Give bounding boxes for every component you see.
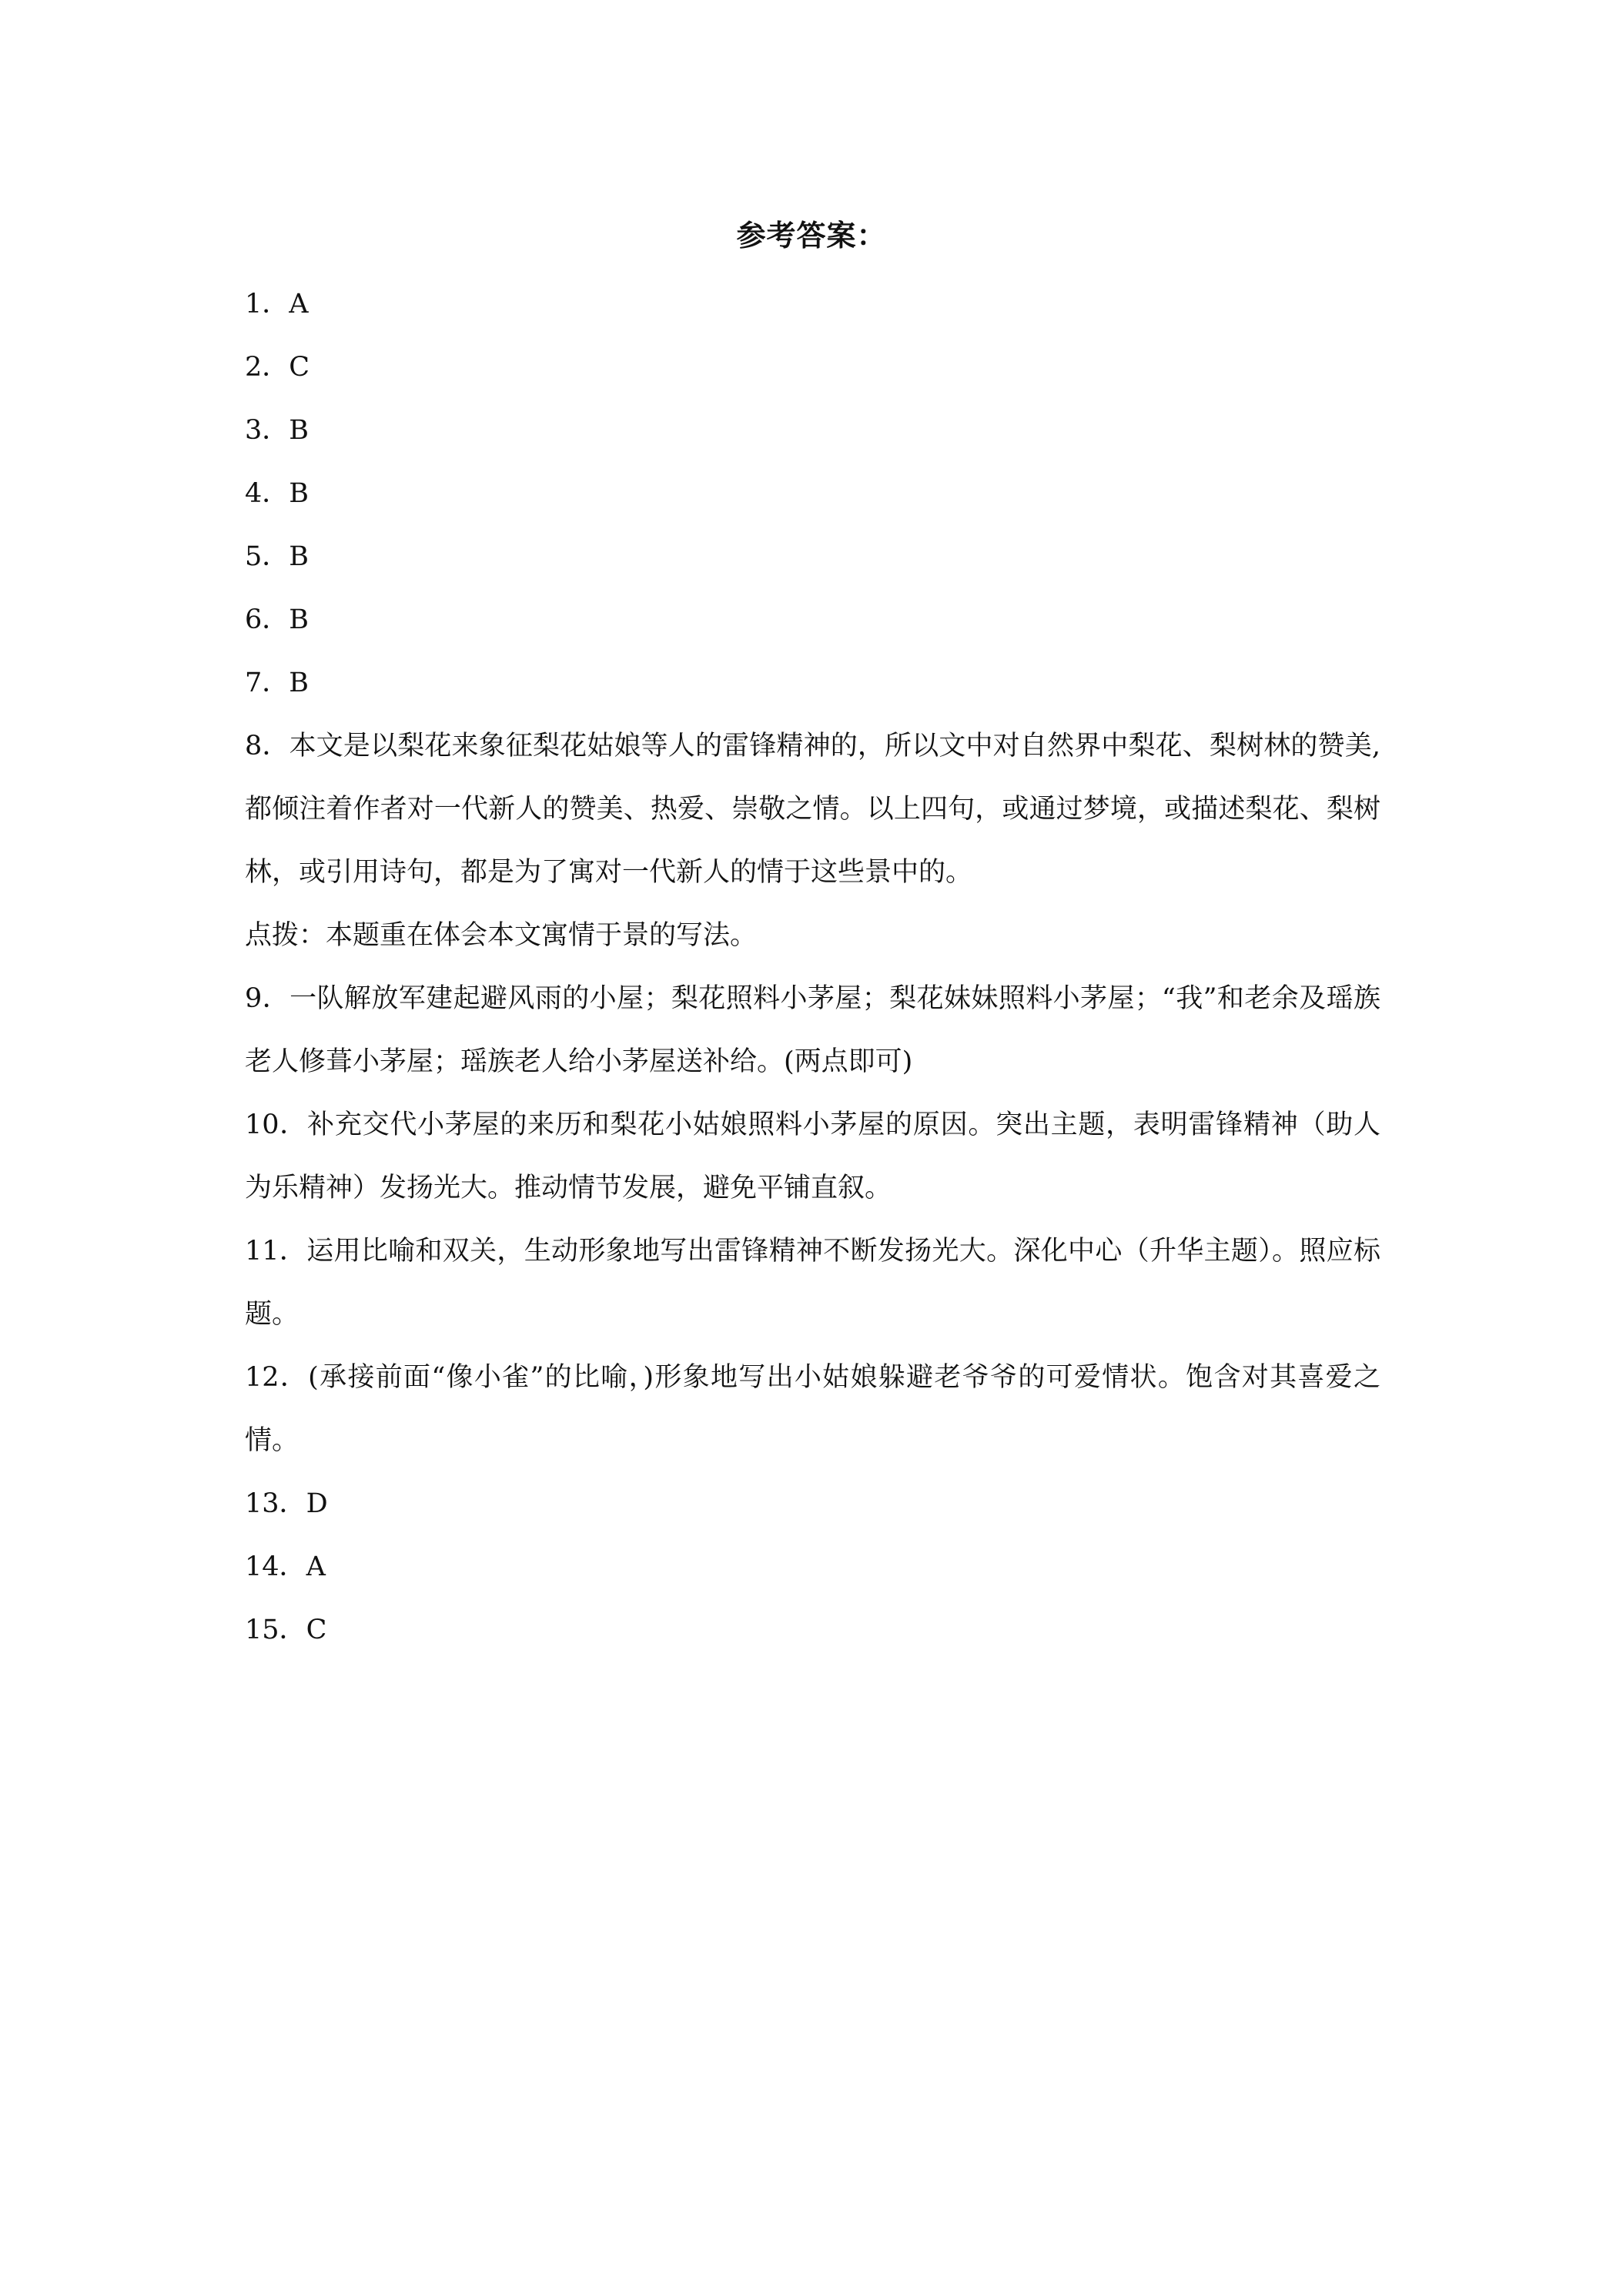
answer-text: B <box>289 415 310 446</box>
answer-item-2 <box>245 336 1380 399</box>
answer-number: 5 <box>245 541 263 572</box>
page-title: 参考答案： <box>736 218 887 253</box>
answer-number: 9 <box>245 983 263 1014</box>
answer-number: 1 <box>245 289 263 320</box>
answer-separator: ． <box>262 604 289 635</box>
answer-text: C <box>306 1615 327 1645</box>
answer-text: B <box>289 668 310 698</box>
answer-separator: ． <box>279 1551 306 1582</box>
answer-list <box>245 273 1380 1662</box>
answer-text: 补充交代小茅屋的来历和梨花小姑娘照料小茅屋的原因。突出主题，表明雷锋精神（助人为乐精神）发扬光大。推动情节发展，避免平铺直叙。 <box>245 1110 1380 1203</box>
answer-separator: ． <box>279 1362 309 1393</box>
answer-number: 4 <box>245 478 263 509</box>
answer-separator: ． <box>262 541 289 572</box>
answer-separator: ． <box>279 1615 306 1645</box>
answer-text: 一队解放军建起避风雨的小屋；梨花照料小茅屋；梨花妹妹照料小茅屋；“我”和老余及瑶族老人修葺小茅屋；瑶族老人给小茅屋送补给。(两点即可) <box>245 983 1380 1077</box>
answer-number: 7 <box>245 668 263 698</box>
answer-text: 运用比喻和双关，生动形象地写出雷锋精神不断发扬光大。深化中心（升华主题）。照应标题。 <box>245 1236 1380 1330</box>
answer-text: A <box>289 289 309 320</box>
answer-number: 8 <box>245 731 263 761</box>
answer-text: 本文是以梨花来象征梨花姑娘等人的雷锋精神的，所以文中对自然界中梨花、梨树林的赞美,都倾注着作者对一代新人的赞美、热爱、崇敬之情。以上四句，或通过梦境，或描述梨花、梨树林，或引用诗句，都是为了寓对一代新人的情于这些景中的。 <box>245 731 1380 888</box>
answer-separator: ． <box>262 983 290 1014</box>
answer-item-7 <box>245 651 1380 715</box>
answer-item-3 <box>245 399 1380 462</box>
answer-separator: ． <box>279 1488 306 1519</box>
answer-text: A <box>306 1551 326 1582</box>
answer-text: B <box>289 478 310 509</box>
answer-separator: ． <box>262 352 289 383</box>
answer-separator: ． <box>262 415 289 446</box>
answer-number: 12 <box>245 1362 279 1393</box>
answer-text: C <box>289 352 310 383</box>
answer-separator: ． <box>279 1110 308 1140</box>
answer-separator: ． <box>262 478 289 509</box>
answer-item-8 <box>245 715 1380 904</box>
answer-item-4 <box>245 462 1380 525</box>
answer-note-text: 点拨：本题重在体会本文寓情于景的写法。 <box>245 920 758 951</box>
answer-number: 15 <box>245 1615 279 1645</box>
answer-text: (承接前面“像小雀”的比喻，)形象地写出小姑娘躲避老爷爷的可爱情状。饱含对其喜爱之情。 <box>245 1362 1380 1456</box>
answer-separator: ． <box>262 289 289 320</box>
answer-text: B <box>289 604 310 635</box>
answer-item-10 <box>245 1093 1380 1220</box>
answer-item-1 <box>245 273 1380 336</box>
answer-item-5 <box>245 525 1380 588</box>
answer-number: 11 <box>245 1236 279 1267</box>
answer-number: 3 <box>245 415 263 446</box>
answer-text: B <box>289 541 310 572</box>
answer-item-13 <box>245 1472 1380 1535</box>
answer-item-12 <box>245 1346 1380 1472</box>
answer-number: 2 <box>245 352 263 383</box>
answer-separator: ． <box>262 731 289 761</box>
answer-separator: ． <box>262 668 289 698</box>
answer-number: 13 <box>245 1488 279 1519</box>
answer-item-6 <box>245 588 1380 651</box>
answer-item-15 <box>245 1598 1380 1662</box>
answer-item-9 <box>245 967 1380 1093</box>
answer-number: 14 <box>245 1551 279 1582</box>
answer-number: 10 <box>245 1110 279 1140</box>
answer-separator: ． <box>279 1236 307 1267</box>
answer-note <box>245 904 1380 967</box>
answer-item-14 <box>245 1535 1380 1598</box>
answer-number: 6 <box>245 604 263 635</box>
answer-text: D <box>306 1488 328 1519</box>
answer-item-11 <box>245 1220 1380 1346</box>
